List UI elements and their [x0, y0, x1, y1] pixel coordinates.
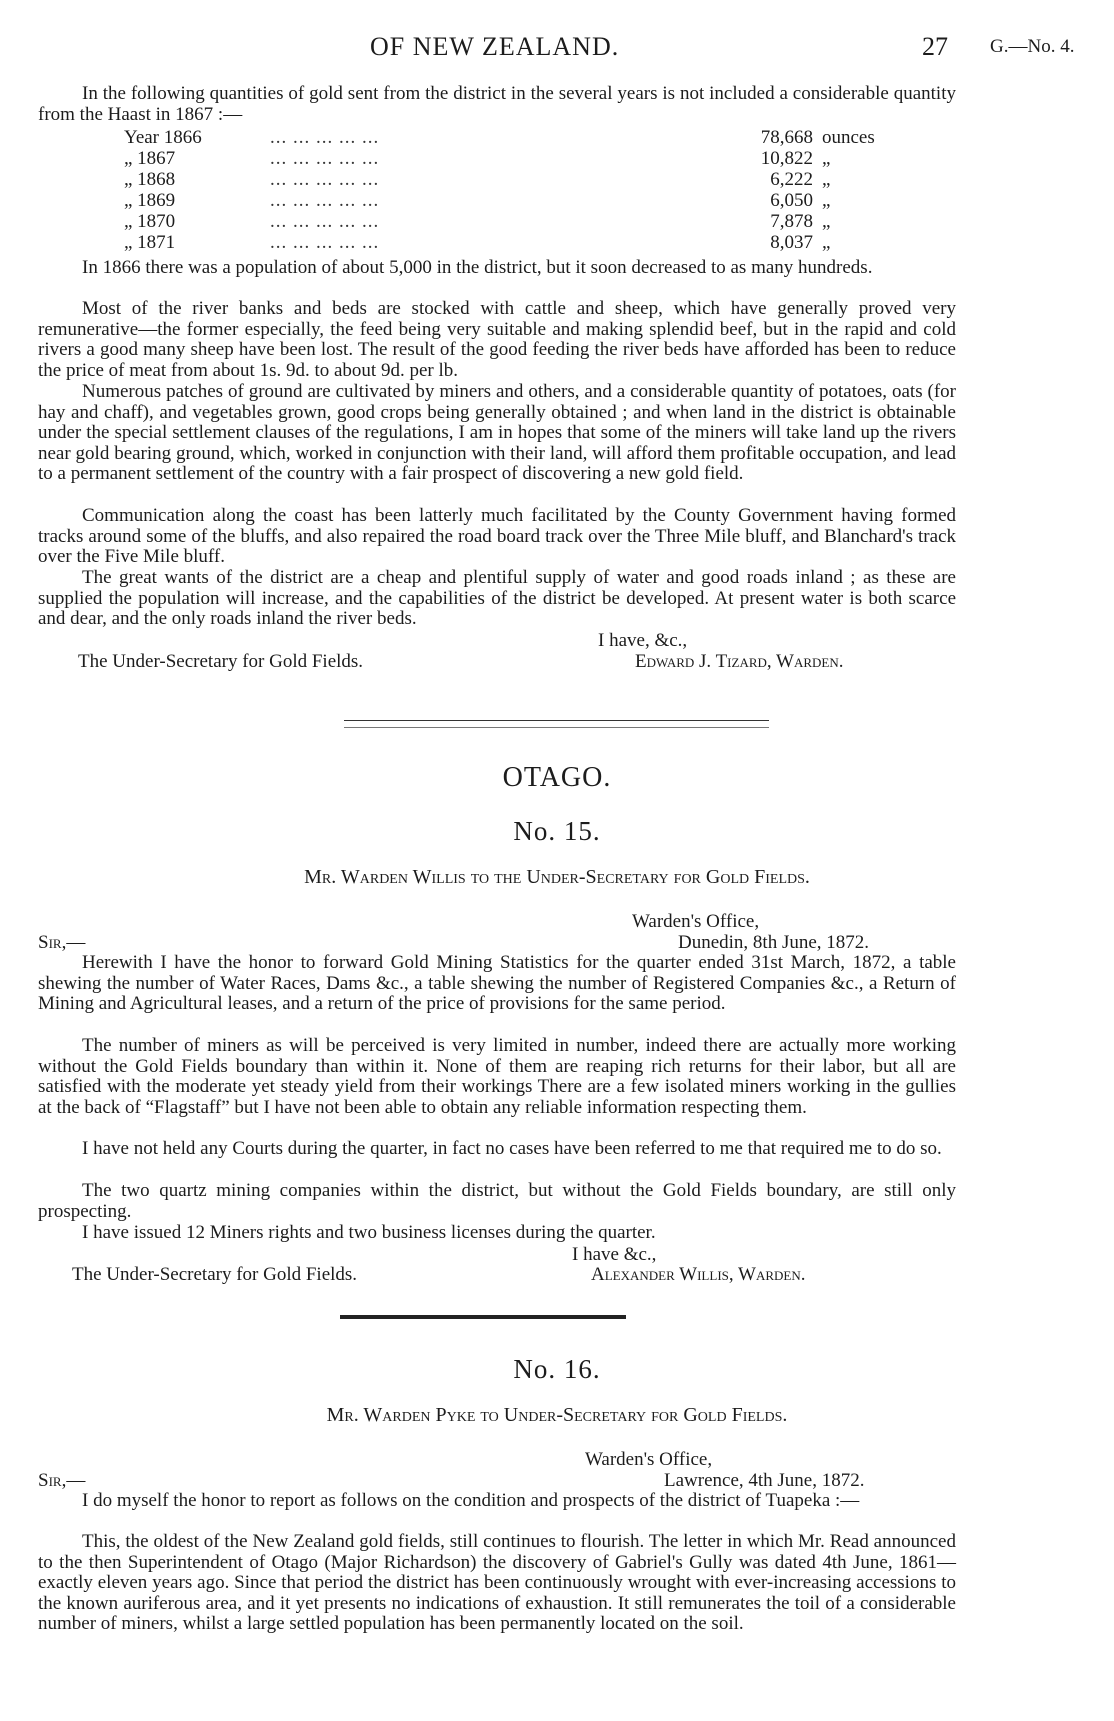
letter-number: No. 15. — [513, 816, 601, 846]
table-row — [80, 148, 900, 169]
paragraph-communication: Communication along the coast has been latterly much facilitated by the County Government having formed tracks around some of the bluffs, and also repaired the road board track over the Three Mile bluff, and Blanchard's track over the Five Mile bluff. — [38, 505, 956, 568]
section-heading-otago: OTAGO. — [502, 762, 612, 793]
year-label: „ 1867 — [124, 148, 176, 169]
addressee-line: The Under-Secretary for Gold Fields. — [78, 651, 364, 672]
leader-dots: ... ... ... ... ... — [270, 169, 380, 190]
section-divider — [344, 720, 769, 721]
year-label: „ 1870 — [124, 211, 176, 232]
letter-number: No. 16. — [513, 1354, 601, 1384]
unit-label: „ — [822, 148, 831, 169]
ounces-value: 8,037 — [770, 232, 813, 253]
paragraph-cultivation: Numerous patches of ground are cultivated by miners and others, and a considerable quantity of potatoes, oats (for hay and chaff), and vegetables grown, good crops being generally obtained ; and when land in the district is obtainable under the special settlement clauses of the regulations, I am in hopes that some of the miners will take land up the rivers near gold bearing ground, which, worked in conjunction with their land, will afford them profitable occupation, and lead to a permanent settlement of the country with a fair prospect of discovering a new gold field. — [38, 381, 956, 485]
salutation: Sir,— — [38, 932, 86, 953]
ounces-value: 78,668 — [760, 127, 813, 148]
unit-label: „ — [822, 190, 831, 211]
section-divider — [340, 1315, 626, 1319]
paragraph-wants: The great wants of the district are a cheap and plentiful supply of water and good roads inland ; as these are supplied the population will increase, and the capabilities of the district be developed. At present water is both scarce and dear, and the only roads inland the river beds. — [38, 567, 956, 630]
paragraph-population: In 1866 there was a population of about 5,000 in the district, but it soon decreased to as many hundreds. — [82, 257, 873, 278]
paragraph: Herewith I have the honor to forward Gold Mining Statistics for the quarter ended 31st March, 1872, a table shewing the number of Water Races, Dams &c., a table shewing the number of Registered Companies &c., a Return of Mining and Agricultural leases, and a return of the price of provisions for the same period. — [38, 952, 956, 1015]
letter-subtitle: Mr. Warden Willis to the Under-Secretary for Gold Fields. — [304, 866, 810, 888]
paragraph: I have issued 12 Miners rights and two business licenses during the quarter. — [82, 1222, 656, 1243]
year-label: „ 1869 — [124, 190, 176, 211]
year-label: „ 1868 — [124, 169, 176, 190]
haast-intro: In the following quantities of gold sent from the district in the several years is not included a considerable quantity from the Haast in 1867 :— — [38, 83, 956, 125]
paragraph: The two quartz mining companies within the district, but without the Gold Fields boundary, are still only prospecting. — [38, 1180, 956, 1222]
leader-dots: ... ... ... ... ... — [270, 211, 380, 232]
paragraph: I do myself the honor to report as follows on the condition and prospects of the district of Tuapeka :— — [82, 1490, 860, 1511]
unit-label: „ — [822, 232, 831, 253]
addressee-line: The Under-Secretary for Gold Fields. — [72, 1264, 358, 1285]
paragraph: I have not held any Courts during the quarter, in fact no cases have been referred to me that required me to do so. — [82, 1138, 942, 1159]
table-row — [80, 127, 900, 148]
unit-label: ounces — [822, 127, 875, 148]
unit-label: „ — [822, 169, 831, 190]
office-line: Warden's Office, — [632, 911, 760, 932]
year-label: Year 1866 — [124, 127, 202, 148]
running-header — [0, 32, 1114, 66]
document-reference: G.—No. 4. — [990, 36, 1075, 57]
paragraph: The number of miners as will be perceived is very limited in number, indeed there are actually more working without the Gold Fields boundary than within it. None of them are reaping rich returns for their labor, but all are satisfied with the moderate yet steady yield from their workings There are a few isolated miners working in the gullies at the back of “Flagstaff” but I have not been able to obtain any reliable information respecting them. — [38, 1035, 956, 1118]
closing-line: I have &c., — [572, 1244, 657, 1265]
paragraph-river-banks: Most of the river banks and beds are stocked with cattle and sheep, which have generally proved very remunerative—the former especially, the feed being very suitable and making splendid beef, but in the rapid and cold rivers a good many sheep have been lost. The result of the good feeding the river beds have afforded has been to reduce the price of meat from about 1s. 9d. to about 9d. per lb. — [38, 298, 956, 381]
table-row — [80, 190, 900, 211]
table-row — [80, 169, 900, 190]
place-date: Dunedin, 8th June, 1872. — [678, 932, 870, 953]
letter-subtitle: Mr. Warden Pyke to Under-Secretary for Gold Fields. — [326, 1404, 788, 1426]
unit-label: „ — [822, 211, 831, 232]
ounces-value: 6,050 — [770, 190, 813, 211]
salutation: Sir,— — [38, 1470, 86, 1491]
year-label: „ 1871 — [124, 232, 176, 253]
leader-dots: ... ... ... ... ... — [270, 232, 380, 253]
closing-line: I have, &c., — [598, 630, 688, 651]
ounces-value: 10,822 — [760, 148, 813, 169]
ounces-value: 6,222 — [770, 169, 813, 190]
place-date: Lawrence, 4th June, 1872. — [664, 1470, 865, 1491]
leader-dots: ... ... ... ... ... — [270, 127, 380, 148]
table-row — [80, 211, 900, 232]
paragraph: This, the oldest of the New Zealand gold fields, still continues to flourish. The letter in which Mr. Read announced to the then Superintendent of Otago (Major Richardson) the discovery of Gabriel's Gully was dated 4th June, 1861—exactly eleven years ago. Since that period the district has been continuously wrought with ever-increasing accessions to the known auriferous area, and it yet presents no indications of exhaustion. It still remunerates the toil of a considerable number of miners, whilst a large settled population has been permanently located on the soil. — [38, 1531, 956, 1635]
header-title: OF NEW ZEALAND. — [370, 32, 620, 61]
leader-dots: ... ... ... ... ... — [270, 148, 380, 169]
leader-dots: ... ... ... ... ... — [270, 190, 380, 211]
ounces-value: 7,878 — [770, 211, 813, 232]
office-line: Warden's Office, — [585, 1449, 713, 1470]
table-row — [80, 232, 900, 253]
section-divider — [344, 727, 769, 728]
signature-line: Edward J. Tizard, Warden. — [635, 651, 844, 672]
page-number: 27 — [922, 32, 948, 61]
signature-line: Alexander Willis, Warden. — [591, 1264, 806, 1285]
